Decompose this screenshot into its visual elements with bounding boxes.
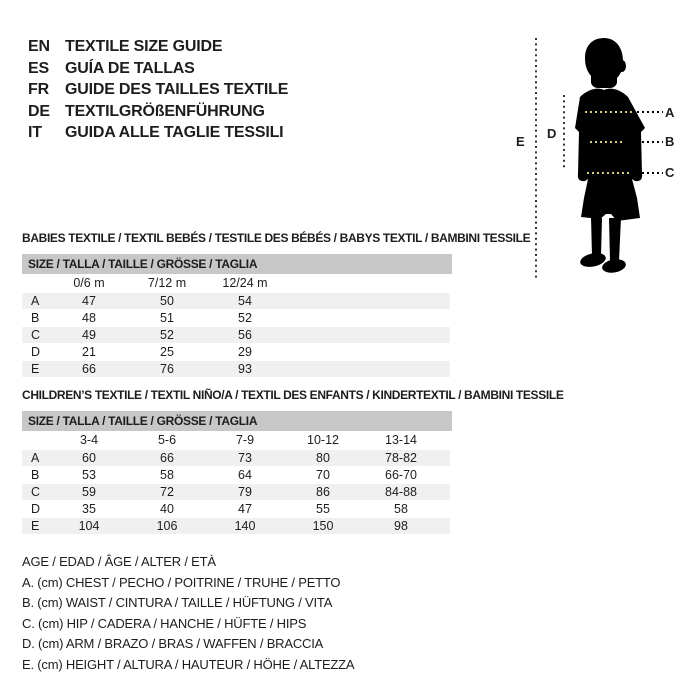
cell: 52 — [206, 309, 284, 326]
row-label: D — [22, 500, 50, 517]
cell: 66 — [128, 449, 206, 466]
language-title-block — [28, 36, 288, 144]
row-label: A — [22, 292, 50, 309]
cell: 80 — [284, 449, 362, 466]
lang-row-it — [28, 122, 288, 144]
lang-title-en: TEXTILE SIZE GUIDE — [65, 38, 223, 55]
row-label: E — [22, 360, 50, 377]
cell: 66 — [50, 360, 128, 377]
babies-textile-section — [22, 231, 531, 378]
babies-section-title: BABIES TEXTILE / TEXTIL BEBÉS / TESTILE DES BÉBÉS / BABYS TEXTIL / BAMBINI TESSILE — [22, 231, 531, 245]
cell: 54 — [206, 292, 284, 309]
children-size-header-bar: SIZE / TALLA / TAILLE / GRÖSSE / TAGLIA — [22, 411, 452, 431]
cell: 64 — [206, 466, 284, 483]
lang-code-es: ES — [28, 59, 49, 77]
cell: 84-88 — [362, 483, 440, 500]
table-row-e — [22, 517, 450, 534]
figure-label-e: E — [516, 134, 525, 149]
cell: 98 — [362, 517, 440, 534]
lang-code-de: DE — [28, 102, 50, 120]
lang-code-it: IT — [28, 124, 42, 141]
row-label: D — [22, 343, 50, 360]
children-size-table — [22, 432, 450, 535]
cell: 59 — [50, 483, 128, 500]
cell: 78-82 — [362, 449, 440, 466]
child-silhouette-figure — [505, 28, 695, 292]
table-row-b — [22, 309, 450, 326]
measurement-legend — [22, 552, 354, 676]
cell: 76 — [128, 360, 206, 377]
children-section-title: CHILDREN’S TEXTILE / TEXTIL NIÑO/A / TEXTIL DES ENFANTS / KINDERTEXTIL / BAMBINI TESSILE — [22, 388, 564, 402]
table-row-d — [22, 500, 450, 517]
babies-col-header: 0/6 m — [50, 275, 128, 292]
children-corner-cell — [22, 432, 50, 449]
babies-col-header: 7/12 m — [128, 275, 206, 292]
table-row-d — [22, 343, 450, 360]
row-label: B — [22, 466, 50, 483]
cell: 56 — [206, 326, 284, 343]
cell: 35 — [50, 500, 128, 517]
legend-line-age: AGE / EDAD / ÂGE / ALTER / ETÀ — [22, 554, 216, 569]
lang-code-en: EN — [28, 38, 50, 55]
row-label: C — [22, 483, 50, 500]
cell: 25 — [128, 343, 206, 360]
children-column-header-row — [22, 432, 450, 449]
table-row-c — [22, 326, 450, 343]
cell: 150 — [284, 517, 362, 534]
legend-line-height: E. (cm) HEIGHT / ALTURA / HAUTEUR / HÖHE / ALTEZZA — [22, 656, 355, 672]
figure-label-c: C — [665, 165, 675, 180]
lang-row-de — [28, 101, 288, 123]
cell: 104 — [50, 517, 128, 534]
children-col-header: 7-9 — [206, 432, 284, 449]
row-label: E — [22, 517, 50, 534]
cell: 106 — [128, 517, 206, 534]
table-row-a — [22, 449, 450, 466]
row-label: C — [22, 326, 50, 343]
row-label: B — [22, 309, 50, 326]
cell: 29 — [206, 343, 284, 360]
lang-code-fr: FR — [28, 81, 49, 98]
babies-size-header-bar: SIZE / TALLA / TAILLE / GRÖSSE / TAGLIA — [22, 254, 452, 274]
cell: 49 — [50, 326, 128, 343]
table-row-b — [22, 466, 450, 483]
table-row-a — [22, 292, 450, 309]
cell: 21 — [50, 343, 128, 360]
lang-row-en — [28, 36, 288, 58]
cell: 40 — [128, 500, 206, 517]
cell: 86 — [284, 483, 362, 500]
lang-title-fr: GUIDE DES TAILLES TEXTILE — [65, 81, 289, 98]
babies-size-table — [22, 275, 450, 378]
table-row-e — [22, 360, 450, 377]
lang-title-it: GUIDA ALLE TAGLIE TESSILI — [65, 124, 284, 141]
legend-line-arm: D. (cm) ARM / BRAZO / BRAS / WAFFEN / BRACCIA — [22, 636, 324, 652]
cell: 93 — [206, 360, 284, 377]
table-row-c — [22, 483, 450, 500]
cell: 47 — [206, 500, 284, 517]
cell: 52 — [128, 326, 206, 343]
lang-row-fr — [28, 79, 288, 101]
cell: 58 — [128, 466, 206, 483]
cell: 140 — [206, 517, 284, 534]
legend-line-waist: B. (cm) WAIST / CINTURA / TAILLE / HÜFTUNG / VITA — [22, 595, 333, 611]
cell: 60 — [50, 449, 128, 466]
cell: 73 — [206, 449, 284, 466]
figure-label-b: B — [665, 134, 675, 149]
children-textile-section — [22, 388, 564, 535]
legend-line-hip: C. (cm) HIP / CADERA / HANCHE / HÜFTE / HIPS — [22, 615, 307, 631]
cell: 47 — [50, 292, 128, 309]
cell: 55 — [284, 500, 362, 517]
children-col-header: 5-6 — [128, 432, 206, 449]
cell: 70 — [284, 466, 362, 483]
children-col-header: 13-14 — [362, 432, 440, 449]
lang-title-es: GUÍA DE TALLAS — [65, 59, 195, 77]
children-col-header: 10-12 — [284, 432, 362, 449]
cell: 50 — [128, 292, 206, 309]
boy-silhouette-icon — [575, 38, 645, 274]
cell: 53 — [50, 466, 128, 483]
cell: 72 — [128, 483, 206, 500]
children-col-header: 3-4 — [50, 432, 128, 449]
babies-column-header-row — [22, 275, 450, 292]
babies-col-header: 12/24 m — [206, 275, 284, 292]
cell: 79 — [206, 483, 284, 500]
cell: 58 — [362, 500, 440, 517]
cell: 51 — [128, 309, 206, 326]
lang-row-es — [28, 58, 288, 80]
row-label: A — [22, 449, 50, 466]
lang-title-de: TEXTILGRÖßENFÜHRUNG — [65, 102, 265, 120]
babies-corner-cell — [22, 275, 50, 292]
figure-label-a: A — [665, 105, 675, 120]
cell: 48 — [50, 309, 128, 326]
cell: 66-70 — [362, 466, 440, 483]
figure-label-d: D — [547, 126, 557, 141]
legend-line-chest: A. (cm) CHEST / PECHO / POITRINE / TRUHE / PETTO — [22, 574, 341, 590]
